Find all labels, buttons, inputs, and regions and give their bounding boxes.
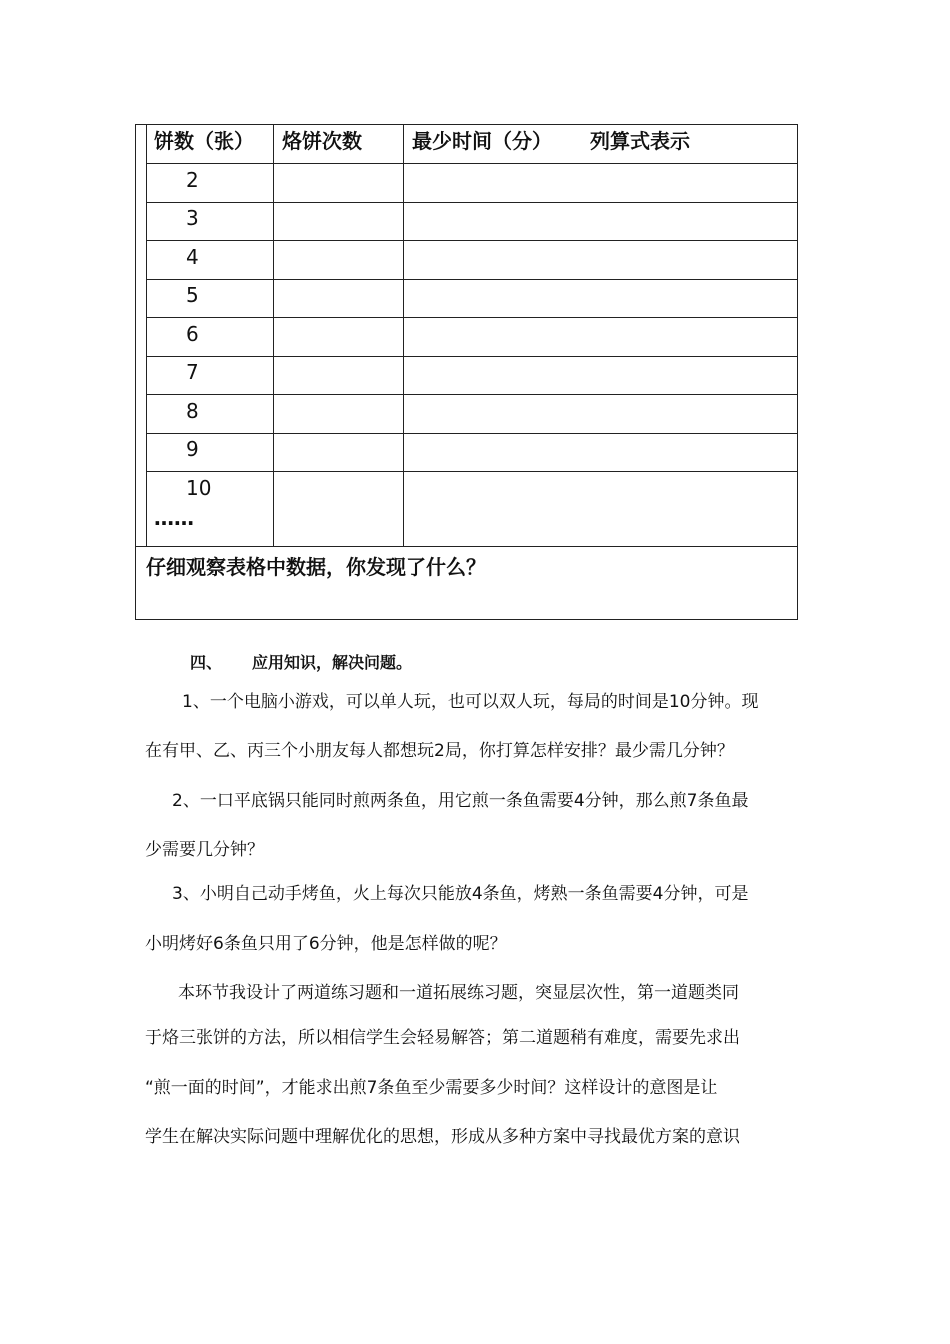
row-divider [146, 433, 797, 434]
section-title-text: 应用知识，解决问题。 [252, 653, 413, 672]
row-divider [146, 202, 797, 203]
body-line: 2、一口平底锅只能同时煎两条鱼，用它煎一条鱼需要4分钟，那么煎7条鱼最 [172, 791, 749, 811]
row-value: 6 [186, 322, 199, 346]
row-value: 10 [186, 476, 212, 500]
row-value: 9 [186, 437, 199, 461]
row-divider [146, 163, 797, 164]
pancake-table [135, 124, 798, 620]
row-divider [146, 394, 797, 395]
row-divider [146, 279, 797, 280]
row-value: 7 [186, 360, 199, 384]
row-divider [146, 356, 797, 357]
row-value: 2 [186, 168, 199, 192]
section-heading [190, 650, 412, 673]
table-question: 仔细观察表格中数据，你发现了什么？ [146, 555, 486, 579]
body-line: 于烙三张饼的方法，所以相信学生会轻易解答；第二道题稍有难度，需要先求出 [145, 1028, 740, 1048]
body-line: 小明烤好6条鱼只用了6分钟，他是怎样做的呢？ [145, 934, 507, 954]
column-divider [403, 125, 404, 547]
header-pancake-count: 饼数（张） [154, 129, 254, 153]
body-line: 学生在解决实际问题中理解优化的思想，形成从多种方案中寻找最优方案的意识 [145, 1127, 740, 1147]
header-min-time: 最少时间（分） [412, 129, 552, 153]
row-value: 3 [186, 206, 199, 230]
body-line: 在有甲、乙、丙三个小朋友每人都想玩2局，你打算怎样安排？最少需几分钟？ [145, 741, 734, 761]
row-ellipsis: …… [154, 506, 194, 530]
row-divider [146, 240, 797, 241]
row-value: 5 [186, 283, 199, 307]
section-number: 四、 [190, 653, 223, 672]
body-line: “煎一面的时间”，才能求出煎7条鱼至少需要多少时间？这样设计的意图是让 [145, 1078, 718, 1098]
row-divider [136, 546, 797, 547]
body-line: 1、一个电脑小游戏，可以单人玩，也可以双人玩，每局的时间是10分钟。现 [182, 692, 759, 712]
column-divider [273, 125, 274, 547]
row-value: 8 [186, 399, 199, 423]
row-divider [146, 471, 797, 472]
header-bake-times: 烙饼次数 [282, 129, 362, 153]
body-line: 少需要几分钟？ [145, 840, 264, 860]
body-line: 本环节我设计了两道练习题和一道拓展练习题，突显层次性，第一道题类同 [178, 983, 739, 1003]
header-formula: 列算式表示 [590, 129, 690, 153]
column-divider [146, 125, 147, 547]
row-divider [146, 317, 797, 318]
row-value: 4 [186, 245, 199, 269]
body-line: 3、小明自己动手烤鱼，火上每次只能放4条鱼，烤熟一条鱼需要4分钟，可是 [172, 884, 749, 904]
